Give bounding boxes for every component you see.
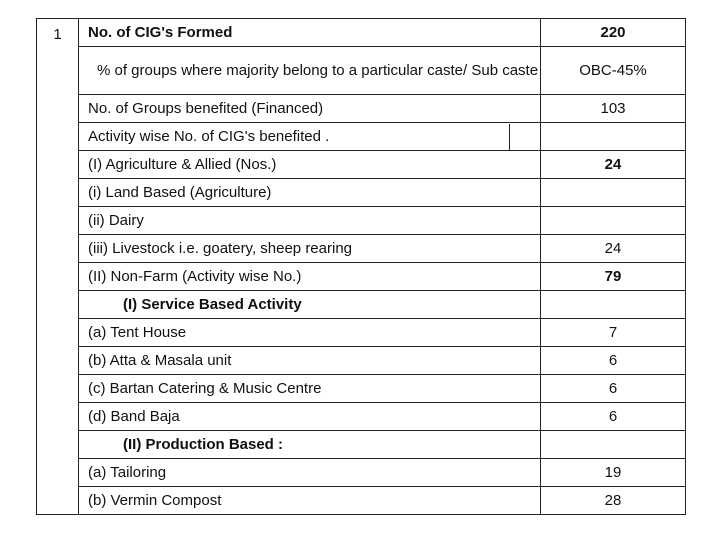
activity-heading: Activity wise No. of CIG's benefited .	[88, 128, 330, 145]
caste-value: OBC-45%	[541, 47, 686, 95]
production-heading-value	[541, 431, 686, 459]
non-farm-value: 79	[541, 263, 686, 291]
production-heading: (II) Production Based :	[79, 431, 541, 459]
dairy-value	[541, 207, 686, 235]
bartan-label: (c) Bartan Catering & Music Centre	[79, 375, 541, 403]
table-row	[37, 403, 686, 431]
service-heading: (I) Service Based Activity	[79, 291, 541, 319]
table-row	[37, 291, 686, 319]
table-row	[37, 47, 686, 95]
band-value: 6	[541, 403, 686, 431]
tailoring-value: 19	[541, 459, 686, 487]
tent-label: (a) Tent House	[79, 319, 541, 347]
atta-label: (b) Atta & Masala unit	[79, 347, 541, 375]
activity-heading-value	[541, 123, 686, 151]
vermin-value: 28	[541, 487, 686, 515]
table-row	[37, 263, 686, 291]
livestock-label: (iii) Livestock i.e. goatery, sheep rearing	[79, 235, 541, 263]
tent-value: 7	[541, 319, 686, 347]
table-row	[37, 347, 686, 375]
financed-label: No. of Groups benefited (Financed)	[79, 95, 541, 123]
agriculture-value: 24	[541, 151, 686, 179]
table-row	[37, 19, 686, 47]
agriculture-label: (I) Agriculture & Allied (Nos.)	[79, 151, 541, 179]
land-based-label: (i) Land Based (Agriculture)	[79, 179, 541, 207]
non-farm-label: (II) Non-Farm (Activity wise No.)	[79, 263, 541, 291]
service-heading-value	[541, 291, 686, 319]
cigs-formed-label: No. of CIG's Formed	[79, 19, 541, 47]
caste-label: % of groups where majority belong to a particular caste/ Sub caste	[79, 47, 541, 95]
table-row	[37, 431, 686, 459]
table-row	[37, 319, 686, 347]
land-based-value	[541, 179, 686, 207]
bartan-value: 6	[541, 375, 686, 403]
table-row	[37, 459, 686, 487]
section-number: 1	[37, 19, 79, 515]
table-row	[37, 235, 686, 263]
table-row	[37, 123, 686, 151]
band-label: (d) Band Baja	[79, 403, 541, 431]
cigs-formed-value: 220	[541, 19, 686, 47]
vermin-label: (b) Vermin Compost	[79, 487, 541, 515]
table-row	[37, 151, 686, 179]
table-row	[37, 179, 686, 207]
table-row	[37, 207, 686, 235]
table-row	[37, 487, 686, 515]
livestock-value: 24	[541, 235, 686, 263]
tailoring-label: (a) Tailoring	[79, 459, 541, 487]
activity-heading-cell	[79, 123, 541, 151]
table-row	[37, 375, 686, 403]
empty-box	[509, 124, 540, 150]
atta-value: 6	[541, 347, 686, 375]
dairy-label: (ii) Dairy	[79, 207, 541, 235]
table-row	[37, 95, 686, 123]
cig-table	[36, 18, 686, 515]
financed-value: 103	[541, 95, 686, 123]
